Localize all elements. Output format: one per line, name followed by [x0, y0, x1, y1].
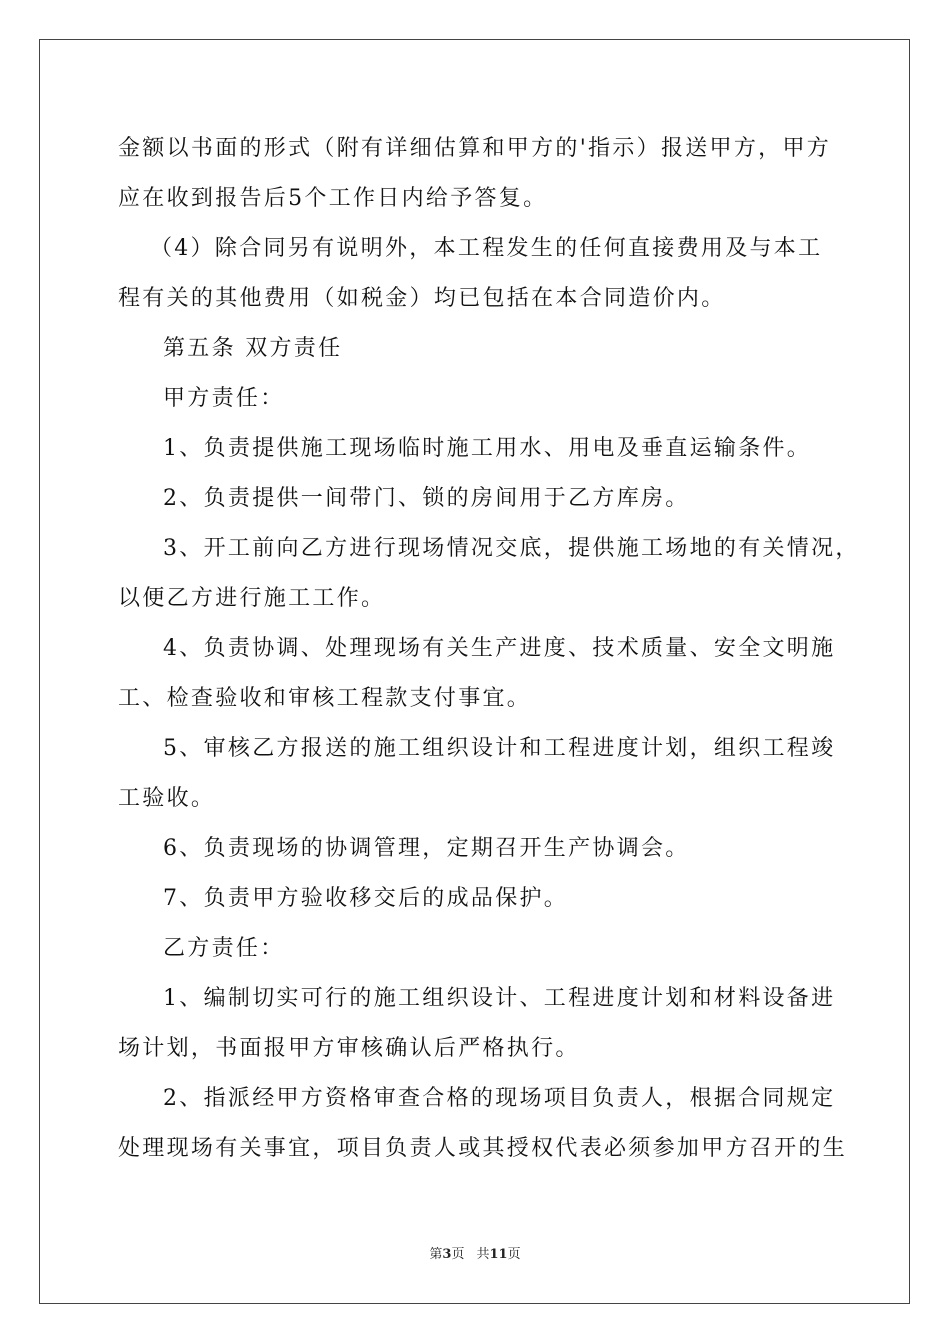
paragraph-line: 6、负责现场的协调管理，定期召开生产协调会。	[163, 836, 690, 861]
total-prefix: 共	[476, 1247, 490, 1262]
text-line: 以便乙方进行施工工作。	[118, 586, 386, 611]
text-line: 工验收。	[118, 786, 216, 811]
paragraph-line: （4）除合同另有说明外，本工程发生的任何直接费用及与本工	[150, 236, 823, 261]
subheading-party-a: 甲方责任：	[163, 386, 285, 411]
text-line: 金额以书面的形式（附有详细估算和甲方的'指示）报送甲方，甲方	[118, 136, 832, 161]
total-pages: 11	[489, 1247, 508, 1262]
paragraph-line: 3、开工前向乙方进行现场情况交底，提供施工场地的有关情况，	[163, 536, 860, 561]
text-line: 工、检查验收和审核工程款支付事宜。	[118, 686, 532, 711]
total-suffix: 页	[507, 1247, 521, 1262]
paragraph-line: 2、负责提供一间带门、锁的房间用于乙方库房。	[163, 486, 690, 511]
paragraph-line: 1、编制切实可行的施工组织设计、工程进度计划和材料设备进	[163, 986, 836, 1011]
page-suffix: 页	[451, 1247, 465, 1262]
text-line: 场计划，书面报甲方审核确认后严格执行。	[118, 1036, 580, 1061]
paragraph-line: 4、负责协调、处理现场有关生产进度、技术质量、安全文明施	[163, 636, 836, 661]
text-line: 程有关的其他费用（如税金）均已包括在本合同造价内。	[118, 286, 726, 311]
paragraph-line: 1、负责提供施工现场临时施工用水、用电及垂直运输条件。	[163, 436, 812, 461]
section-heading: 第五条 双方责任	[163, 336, 343, 361]
page-border	[39, 39, 910, 1304]
text-line: 应在收到报告后5个工作日内给予答复。	[118, 186, 548, 211]
paragraph-line: 7、负责甲方验收移交后的成品保护。	[163, 886, 569, 911]
text-line: 处理现场有关事宜，项目负责人或其授权代表必须参加甲方召开的生	[118, 1136, 848, 1161]
page-prefix: 第	[429, 1247, 443, 1262]
page-footer	[0, 1246, 950, 1264]
page-number: 3	[442, 1247, 452, 1262]
paragraph-line: 5、审核乙方报送的施工组织设计和工程进度计划，组织工程竣	[163, 736, 836, 761]
subheading-party-b: 乙方责任：	[163, 936, 285, 961]
paragraph-line: 2、指派经甲方资格审查合格的现场项目负责人，根据合同规定	[163, 1086, 836, 1111]
